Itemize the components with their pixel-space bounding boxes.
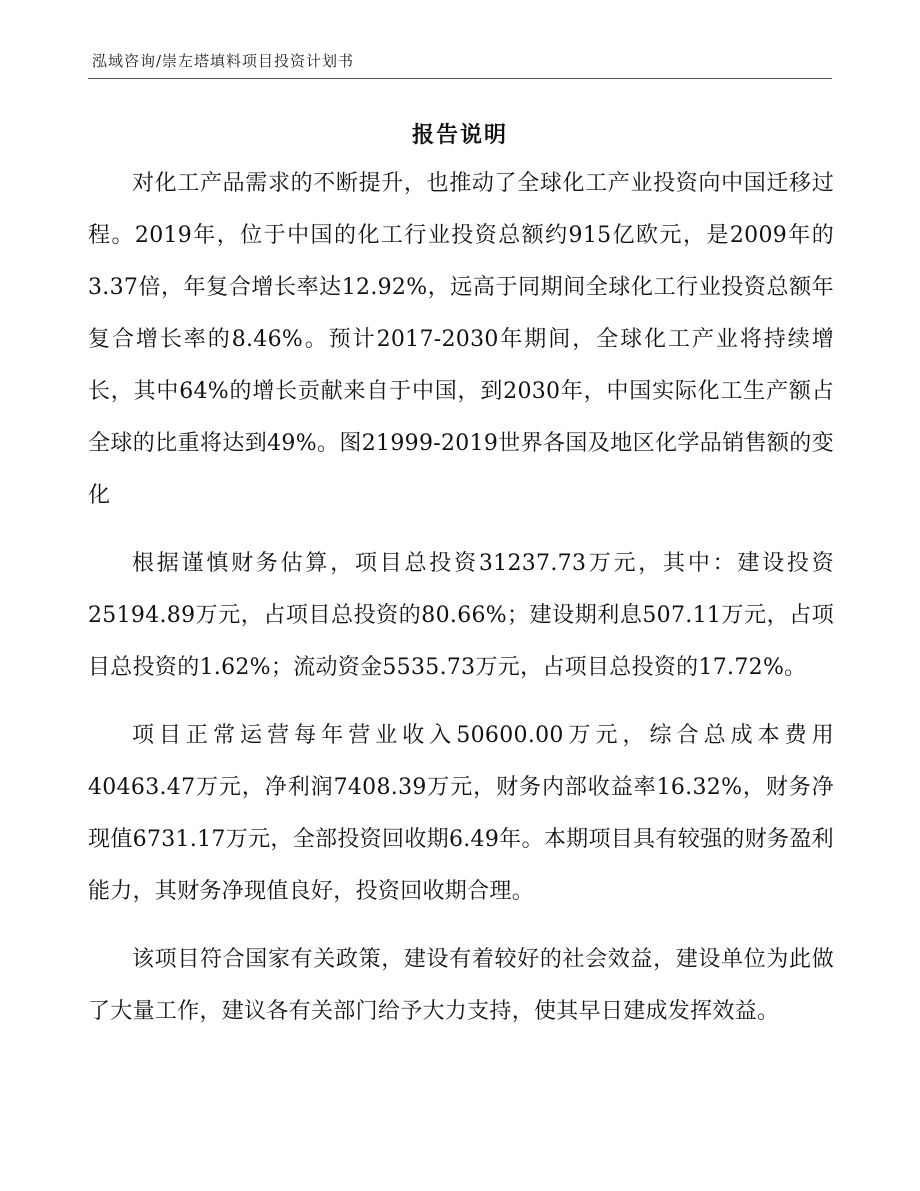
running-header: 泓域咨询/崇左塔填料项目投资计划书	[92, 52, 355, 70]
paragraph-policy-conclusion: 该项目符合国家有关政策，建设有着较好的社会效益，建设单位为此做了大量工作，建议各有关部门给予大力支持，使其早日建成发挥效益。	[88, 947, 834, 1024]
header-divider	[88, 78, 832, 79]
page-title: 报告说明	[411, 123, 508, 148]
paragraph-financial-returns: 项目正常运营每年营业收入50600.00万元，综合总成本费用40463.47万元，净利润7408.39万元，财务内部收益率16.32%，财务净现值6731.17万元，全部投资回收期6.49年。本期项目具有较强的财务盈利能力，其财务净现值良好，投资回收期合理。	[88, 723, 834, 904]
document-body	[88, 158, 834, 1054]
paragraph-investment-estimate: 根据谨慎财务估算，项目总投资31237.73万元，其中：建设投资25194.89万元，占项目总投资的80.66%；建设期利息507.11万元，占项目总投资的1.62%；流动资金5535.73万元，占项目总投资的17.72%。	[88, 551, 834, 680]
paragraph-market-background: 对化工产品需求的不断提升，也推动了全球化工产业投资向中国迁移过程。2019年，位于中国的化工行业投资总额约915亿欧元，是2009年的3.37倍，年复合增长率达12.92%，远高于同期间全球化工行业投资总额年复合增长率的8.46%。预计2017-2030年期间，全球化工产业将持续增长，其中64%的增长贡献来自于中国，到2030年，中国实际化工生产额占全球的比重将达到49%。图21999-2019世界各国及地区化学品销售额的变化	[88, 171, 834, 508]
